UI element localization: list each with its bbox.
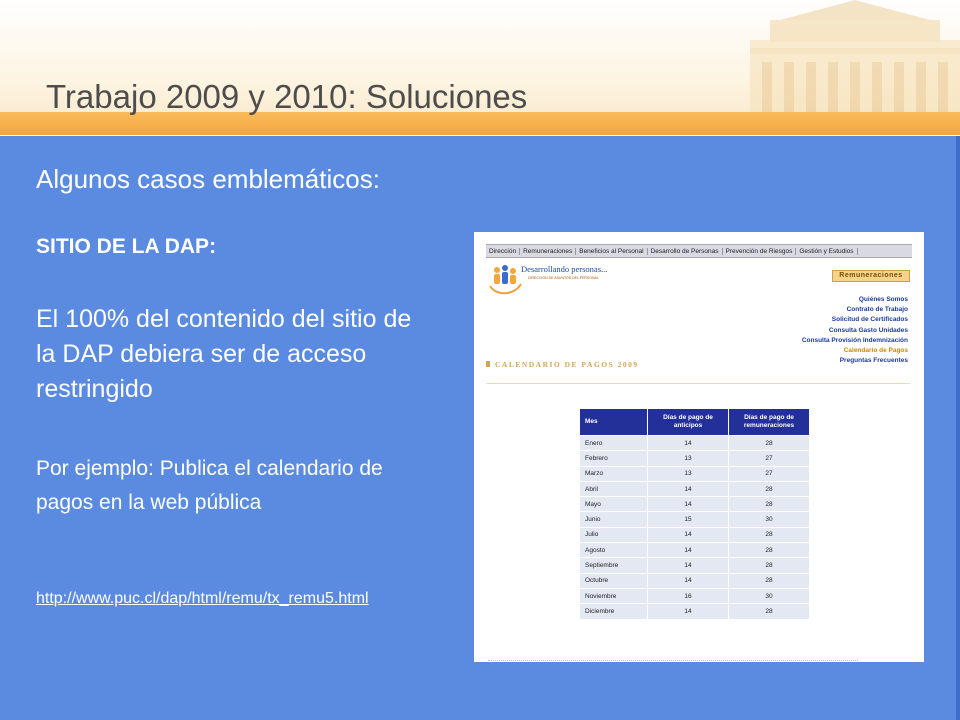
cell-remuneracion-day: 28 [729, 543, 810, 558]
cell-remuneracion-day: 27 [729, 466, 810, 481]
table-row [580, 466, 810, 481]
heading-bullet-icon [486, 361, 490, 367]
slide-subtitle: Algunos casos emblemáticos: [36, 164, 380, 194]
faint-footer-line [488, 660, 858, 662]
cell-anticipo-day: 14 [648, 436, 729, 451]
cell-remuneracion-day: 28 [729, 527, 810, 542]
nav-item-prevencion[interactable]: Prevención de Riesgos [723, 248, 797, 255]
nav-item-gestion[interactable]: Gestión y Estudios [796, 248, 857, 255]
cell-anticipo-day: 13 [648, 451, 729, 466]
main-statement: El 100% del contenido del sitio de la DAP debiera ser de acceso restringido [36, 305, 412, 403]
cell-anticipo-day: 14 [648, 527, 729, 542]
table-header-row [580, 409, 810, 436]
table-row [580, 543, 810, 558]
cell-remuneracion-day: 28 [729, 436, 810, 451]
cell-month: Septiembre [580, 558, 648, 573]
side-links-menu [802, 295, 908, 366]
table-row [580, 588, 810, 603]
cell-remuneracion-day: 30 [729, 512, 810, 527]
side-link-preguntas[interactable]: Preguntas Frecuentes [839, 357, 908, 365]
side-link-quienes-somos[interactable]: Quiénes Somos [858, 296, 908, 303]
header-remuneraciones: Días de pago de remuneraciones [729, 409, 810, 436]
nav-item-beneficios[interactable]: Beneficios al Personal [576, 248, 647, 255]
table-row [580, 481, 810, 496]
table-row [580, 527, 810, 542]
cell-month: Octubre [580, 573, 648, 588]
cell-anticipo-day: 16 [648, 588, 729, 603]
cell-anticipo-day: 13 [648, 466, 729, 481]
cell-remuneracion-day: 30 [729, 588, 810, 603]
cell-month: Mayo [580, 497, 648, 512]
logo-text: Desarrollando personas... [521, 264, 608, 274]
cell-anticipo-day: 14 [648, 481, 729, 496]
people-logo-icon [488, 262, 522, 296]
cell-remuneracion-day: 28 [729, 497, 810, 512]
slide-title: Trabajo 2009 y 2010: Soluciones [46, 78, 528, 115]
table-body [580, 436, 810, 620]
cell-remuneracion-day: 27 [729, 451, 810, 466]
cell-month: Junio [580, 512, 648, 527]
content-edge [956, 136, 960, 720]
section-divider [486, 383, 910, 384]
cell-month: Julio [580, 527, 648, 542]
table-row [580, 573, 810, 588]
nav-item-direccion[interactable]: Dirección [486, 248, 520, 255]
calendar-section-heading [486, 360, 639, 369]
side-link-certificados[interactable]: Solicitud de Certificados [831, 316, 908, 324]
side-link-gasto-unidades[interactable]: Consulta Gasto Unidades [828, 326, 908, 334]
cell-remuneracion-day: 28 [729, 604, 810, 619]
header-mes: Mes [580, 409, 648, 436]
cell-remuneracion-day: 28 [729, 573, 810, 588]
remuneraciones-section-button[interactable]: Remuneraciones [832, 270, 910, 282]
table-row [580, 558, 810, 573]
nav-item-remuneraciones[interactable]: Remuneraciones [520, 248, 576, 255]
cell-month: Noviembre [580, 588, 648, 603]
cell-month: Agosto [580, 543, 648, 558]
cell-month: Enero [580, 436, 648, 451]
cell-remuneracion-day: 28 [729, 481, 810, 496]
cell-remuneracion-day: 28 [729, 558, 810, 573]
side-link-provision[interactable]: Consulta Provisión Indemnización [801, 336, 908, 344]
section-label: SITIO DE LA DAP: [36, 235, 217, 258]
cell-month: Diciembre [580, 604, 648, 619]
table-row [580, 451, 810, 466]
table-row [580, 497, 810, 512]
cell-anticipo-day: 14 [648, 604, 729, 619]
website-logo [488, 262, 618, 298]
cell-anticipo-day: 15 [648, 512, 729, 527]
cell-month: Febrero [580, 451, 648, 466]
table-row [580, 512, 810, 527]
table-row [580, 436, 810, 451]
cell-anticipo-day: 14 [648, 543, 729, 558]
website-navbar [486, 244, 912, 258]
cell-month: Abril [580, 481, 648, 496]
side-link-contrato[interactable]: Contrato de Trabajo [846, 306, 908, 314]
logo-subtext: DIRECCIÓN DE ASUNTOS DEL PERSONAL [528, 276, 599, 280]
nav-item-desarrollo[interactable]: Desarrollo de Personas [648, 248, 723, 255]
calendar-heading-text: CALENDARIO DE PAGOS 2009 [495, 360, 639, 369]
table-row [580, 604, 810, 619]
website-screenshot [474, 232, 924, 662]
payment-calendar-table [579, 408, 810, 620]
cell-anticipo-day: 14 [648, 497, 729, 512]
side-link-calendario[interactable]: Calendario de Pagos [843, 347, 908, 355]
cell-anticipo-day: 14 [648, 558, 729, 573]
example-statement: Por ejemplo: Publica el calendario de pagos en la web pública [36, 457, 383, 514]
calendar-link[interactable]: http://www.puc.cl/dap/html/remu/tx_remu5.html [36, 590, 369, 607]
cell-month: Marzo [580, 466, 648, 481]
cell-anticipo-day: 14 [648, 573, 729, 588]
header-anticipos: Días de pago de anticipos [648, 409, 729, 436]
